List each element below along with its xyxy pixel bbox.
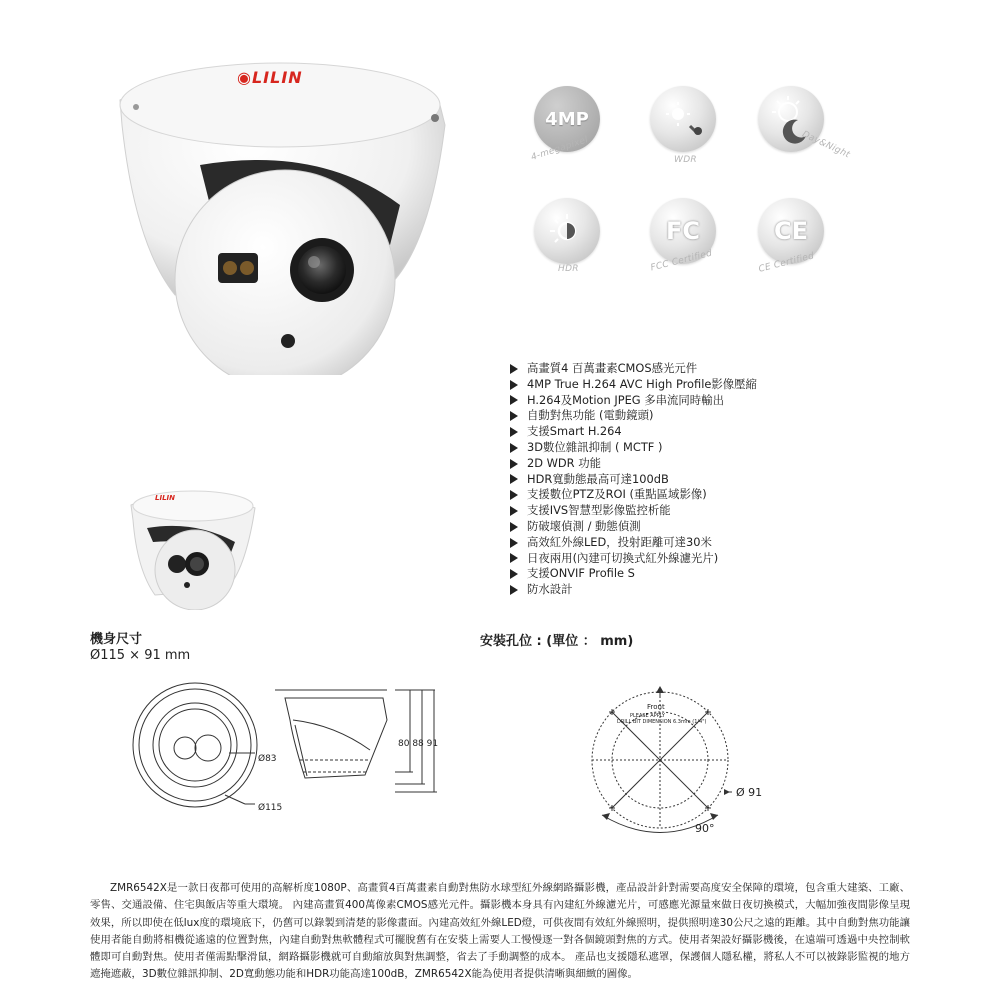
list-item: HDR寬動態最高可達100dB xyxy=(510,472,757,488)
arrow-icon xyxy=(510,459,518,469)
badge-caption-hdr: HDR xyxy=(558,264,579,274)
arrow-icon xyxy=(510,538,518,548)
logo-text: LILIN xyxy=(251,68,303,87)
mounting-angle-label: 90° xyxy=(695,822,715,835)
arrow-icon xyxy=(510,427,518,437)
arrow-icon xyxy=(510,380,518,390)
list-item: 支援Smart H.264 xyxy=(510,424,757,440)
wdr-icon xyxy=(650,86,716,152)
badge-caption-daynight: Day&Night xyxy=(800,129,852,161)
arrow-icon xyxy=(510,506,518,516)
arrow-icon xyxy=(510,474,518,484)
arrow-icon xyxy=(510,569,518,579)
list-item: 高畫質4 百萬畫素CMOS感光元件 xyxy=(510,361,757,377)
list-item: H.264及Motion JPEG 多串流同時輸出 xyxy=(510,393,757,409)
badge-caption-fcc: FCC Certified xyxy=(649,248,714,274)
list-item: 支援IVS智慧型影像監控析能 xyxy=(510,503,757,519)
arrow-icon xyxy=(510,411,518,421)
arrow-icon xyxy=(510,443,518,453)
badge-ce xyxy=(748,190,838,280)
mounting-note-line1: PLEASE APPLY xyxy=(630,713,665,719)
dimension-drawing xyxy=(125,680,465,840)
label-115: Ø115 xyxy=(258,803,283,813)
mounting-note-line2: DRILL BIT DIMENSION 6.3mm (1/4") xyxy=(617,719,707,725)
badge-caption-4mp: 4-megapixel xyxy=(529,135,590,163)
list-item: 支援ONVIF Profile S xyxy=(510,566,757,582)
arrow-icon xyxy=(510,490,518,500)
list-item: 2D WDR 功能 xyxy=(510,456,757,472)
4mp-text-icon: 4MP xyxy=(545,108,589,130)
list-item: 支援數位PTZ及ROI (重點區域影像) xyxy=(510,487,757,503)
fcc-logo-icon: FC xyxy=(665,217,700,245)
badge-caption-ce: CE Certified xyxy=(757,251,816,275)
brand-logo xyxy=(237,68,303,87)
arrow-icon xyxy=(510,395,518,405)
badge-caption-wdr: WDR xyxy=(674,155,697,165)
camera-small-image xyxy=(125,480,260,610)
list-item: 日夜兩用(內建可切換式紅外線濾光片) xyxy=(510,551,757,567)
list-item: 防水設計 xyxy=(510,582,757,598)
mounting-drawing xyxy=(580,680,780,845)
product-description: ZMR6542X是一款日夜都可使用的高解析度1080P、高畫質4百萬畫素自動對焦防水球型紅外線網路攝影機，產品設計針對需要高度安全保障的環境，包含重大建築、工廠、零售、交通設備、住宅與飯店等重大環境。 內建高畫質400萬像素CMOS感光元件。攝影機本身具有內建紅外線濾光片，可感應光源量來做日夜切換模式，大幅加強夜間影像呈現效果，所以即使在低lux度的環境底下，仍舊可以錄製到清楚的影像畫面。內建高效紅外線LED燈，可供夜間有效紅外線照明，提供照明達30公尺之遠的距離。其中自動對焦功能讓使用者能自動將相機從遙遠的位置對焦，內建自動對焦軟體程式可擺脫舊有在安裝上需要人工慢慢逐一對各個鏡頭對焦的方式。使用者架設好攝影機後，在遠端可透過中央控制軟體即可自動對焦。使用者僅需點擊滑鼠，網路攝影機就可自動縮放與對焦調整，省去了手動調整的成本。 產品也支援隱私遮罩，保護個人隱私權，將私人不可以被錄影監視的地方遮掩遮蔽，3D數位雜訊抑制、2D寬動態功能和HDR功能高達100dB，ZMR6542X能為使用者提供清晰與細緻的圖像。 xyxy=(90,882,910,981)
dimensions-heading: 機身尺寸 xyxy=(90,632,143,647)
feature-list xyxy=(510,361,757,598)
arrow-icon xyxy=(510,585,518,595)
list-item: 自動對焦功能 (電動鏡頭) xyxy=(510,408,757,424)
camera-main-image xyxy=(100,45,460,375)
logo-mark-icon: ◉ xyxy=(237,68,252,87)
label-83: Ø83 xyxy=(258,754,277,764)
mounting-heading: 安裝孔位 : (單位 ： mm) xyxy=(480,634,634,649)
mounting-front-label: Front xyxy=(647,703,665,711)
dimensions-value: Ø115 × 91 mm xyxy=(90,648,191,663)
mounting-diameter-label: Ø 91 xyxy=(736,786,763,799)
badge-4mp xyxy=(524,78,614,168)
badge-fcc xyxy=(640,190,730,280)
badge-daynight xyxy=(748,78,852,168)
badge-wdr xyxy=(640,78,730,168)
list-item: 高效紅外線LED，投射距離可達30米 xyxy=(510,535,757,551)
arrow-icon xyxy=(510,553,518,563)
list-item: 3D數位雜訊抑制 ( MCTF ) xyxy=(510,440,757,456)
brand-logo-small xyxy=(155,494,175,502)
list-item: 防破壞偵測 / 動態偵測 xyxy=(510,519,757,535)
ce-logo-icon: CE xyxy=(773,217,808,245)
arrow-icon xyxy=(510,364,518,374)
badge-hdr xyxy=(524,190,614,280)
height-labels: 80 88 91 xyxy=(398,739,439,749)
hdr-icon xyxy=(534,198,600,264)
arrow-icon xyxy=(510,522,518,532)
list-item: 4MP True H.264 AVC High Profile影像壓縮 xyxy=(510,377,757,393)
logo-text-small: LILIN xyxy=(155,494,175,502)
